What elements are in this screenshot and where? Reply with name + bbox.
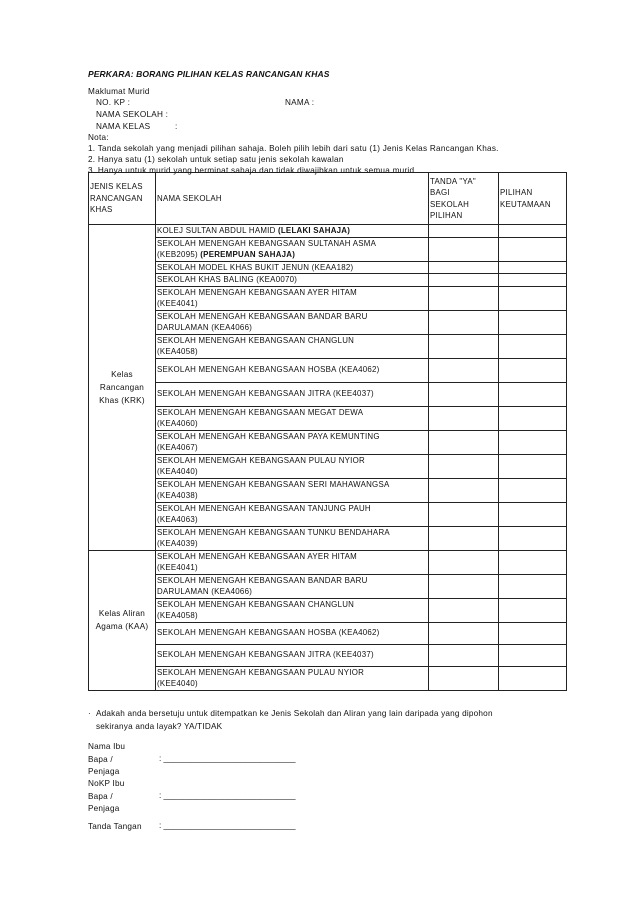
tanda-ya-cell[interactable] — [429, 261, 499, 274]
category-label-line: Agama (KAA) — [95, 622, 149, 631]
school-name-line — [157, 274, 427, 286]
school-name-line — [157, 649, 427, 661]
school-code-text: (KEA4040) — [157, 467, 198, 476]
school-name-cell — [156, 550, 429, 574]
school-name-line — [157, 335, 427, 347]
tanda-ya-cell[interactable] — [429, 502, 499, 526]
pilihan-keutamaan-cell[interactable] — [499, 310, 567, 334]
table-row — [89, 237, 567, 261]
tanda-ya-cell[interactable] — [429, 358, 499, 382]
category-cell — [89, 550, 156, 690]
school-name-line — [157, 322, 427, 334]
pilihan-keutamaan-cell[interactable] — [499, 598, 567, 622]
tanda-ya-cell[interactable] — [429, 598, 499, 622]
school-name-line — [157, 311, 427, 323]
school-name-line — [157, 527, 427, 539]
school-code-text: (KEA4060) — [157, 419, 198, 428]
school-name-text: SEKOLAH MENENGAH KEBANGSAAN BANDAR BARU — [157, 575, 368, 585]
pilihan-keutamaan-cell[interactable] — [499, 666, 567, 690]
school-name-line — [157, 586, 427, 598]
pilihan-keutamaan-cell[interactable] — [499, 382, 567, 406]
school-code-text: (KEA4058) — [157, 347, 198, 356]
pilihan-keutamaan-cell[interactable] — [499, 622, 567, 644]
school-name-text: SEKOLAH MENENGAH KEBANGSAAN PAYA KEMUNTING — [157, 431, 380, 441]
header-pilihan-line: PILIHAN — [500, 188, 533, 197]
school-name-line — [157, 599, 427, 611]
school-choice-table — [88, 172, 567, 691]
table-row — [89, 598, 567, 622]
school-name-line — [157, 238, 427, 250]
kp-label: NO. KP : — [96, 98, 131, 107]
school-code-text: DARULAMAN (KEA4066) — [157, 587, 253, 596]
school-name-line — [157, 610, 427, 622]
school-code-text: (KEA4038) — [157, 491, 198, 500]
school-code-text: (KEE4040) — [157, 679, 198, 688]
school-name-cell — [156, 666, 429, 690]
kelas-colon: : — [175, 122, 178, 131]
tanda-tangan-field[interactable]: : _____________________________ — [159, 821, 296, 830]
table-row — [89, 310, 567, 334]
category-cell — [89, 225, 156, 551]
table-row — [89, 225, 567, 238]
school-note-bold: (LELAKI SAHAJA) — [277, 226, 351, 235]
pilihan-keutamaan-cell[interactable] — [499, 225, 567, 238]
table-row — [89, 274, 567, 287]
school-name-text: SEKOLAH MENENGAH KEBANGSAAN SERI MAHAWANGSA — [157, 479, 390, 489]
school-code-text: DARULAMAN (KEA4066) — [157, 323, 253, 332]
header-jenis-line: KHAS — [90, 205, 113, 215]
tanda-tangan-label: Tanda Tangan — [88, 822, 142, 831]
school-name-cell — [156, 358, 429, 382]
school-name-cell — [156, 286, 429, 310]
table-row — [89, 644, 567, 666]
school-name-line — [157, 225, 427, 237]
note-item: 1. Tanda sekolah yang menjadi pilihan sahaja. Boleh pilih lebih dari satu (1) Jenis Kelas Rancangan Khas. — [88, 144, 499, 153]
note-item: 2. Hanya satu (1) sekolah untuk setiap satu jenis sekolah kawalan — [88, 155, 344, 164]
tanda-ya-cell[interactable] — [429, 550, 499, 574]
category-label-line: Kelas Aliran — [98, 609, 146, 618]
tanda-ya-cell[interactable] — [429, 334, 499, 358]
school-name-cell — [156, 502, 429, 526]
form-title: PERKARA: BORANG PILIHAN KELAS RANCANGAN KHAS — [88, 69, 330, 79]
notes-heading: Nota: — [88, 133, 109, 142]
pilihan-keutamaan-cell[interactable] — [499, 358, 567, 382]
school-name-line — [157, 562, 427, 574]
header-nama-sekolah: NAMA SEKOLAH — [156, 173, 429, 225]
school-code-text: (KEA4058) — [157, 611, 198, 620]
school-code-text: (KEA4067) — [157, 443, 198, 452]
pilihan-keutamaan-cell[interactable] — [499, 574, 567, 598]
nama-label: NAMA : — [285, 98, 315, 107]
school-name-text: SEKOLAH MENENGAH KEBANGSAAN SULTANAH ASMA — [157, 238, 377, 248]
header-pilihan — [499, 173, 567, 225]
school-name-line — [157, 431, 427, 443]
school-name-text: SEKOLAH MENENGAH KEBANGSAAN AYER HITAM — [157, 287, 357, 297]
school-name-cell — [156, 382, 429, 406]
tanda-ya-cell[interactable] — [429, 406, 499, 430]
school-name-line — [157, 490, 427, 502]
category-label-line: Rancangan — [99, 382, 145, 392]
school-name-cell — [156, 334, 429, 358]
tanda-ya-cell[interactable] — [429, 574, 499, 598]
school-name-line — [157, 514, 427, 526]
pilihan-keutamaan-cell[interactable] — [499, 274, 567, 287]
school-name-cell — [156, 622, 429, 644]
tanda-ya-cell[interactable] — [429, 382, 499, 406]
school-name-line — [157, 575, 427, 587]
school-name-cell — [156, 406, 429, 430]
school-name-text: SEKOLAH MENENGAH KEBANGSAAN PULAU NYIOR — [157, 667, 365, 677]
kelas-label: NAMA KELAS — [96, 122, 151, 131]
school-code-text: (KEB2095) — [157, 250, 201, 259]
school-name-line — [157, 418, 427, 430]
pilihan-keutamaan-cell[interactable] — [499, 550, 567, 574]
tanda-ya-cell[interactable] — [429, 310, 499, 334]
school-name-line — [157, 678, 427, 690]
school-name-line — [157, 667, 427, 679]
table-row — [89, 382, 567, 406]
question-line: sekiranya anda layak? YA/TIDAK — [96, 722, 223, 731]
school-name-cell — [156, 574, 429, 598]
table-row — [89, 286, 567, 310]
tanda-ya-cell[interactable] — [429, 286, 499, 310]
header-tanda-line: SEKOLAH — [430, 199, 470, 209]
school-name-line — [157, 551, 427, 563]
school-name-cell — [156, 310, 429, 334]
tanda-ya-cell[interactable] — [429, 237, 499, 261]
table-row — [89, 454, 567, 478]
table-row — [89, 666, 567, 690]
school-name-cell — [156, 478, 429, 502]
bullet-mark: · — [88, 709, 91, 718]
sig-label-line: Penjaga — [88, 767, 120, 776]
school-name-text: SEKOLAH MENENGAH KEBANGSAAN TUNKU BENDAHARA — [157, 527, 390, 537]
school-name-cell — [156, 274, 429, 287]
sig-label-line: Nama Ibu — [88, 742, 126, 751]
sekolah-label: NAMA SEKOLAH : — [96, 110, 169, 119]
header-tanda — [429, 173, 499, 225]
header-tanda-line: PILIHAN — [430, 211, 463, 220]
nokp-ibu-bapa-field[interactable]: : _____________________________ — [159, 791, 296, 800]
tanda-ya-cell[interactable] — [429, 430, 499, 454]
tanda-ya-cell[interactable] — [429, 666, 499, 690]
school-note-bold: (PEREMPUAN SAHAJA) — [200, 250, 296, 259]
table-row — [89, 261, 567, 274]
table-row — [89, 526, 567, 550]
note-item: 3. Hanya untuk murid yang berminat sahaja dan tidak diwajibkan untuk semua murid — [88, 166, 415, 175]
school-name-line — [157, 442, 427, 454]
table-row — [89, 430, 567, 454]
table-row — [89, 358, 567, 382]
school-name-text: SEKOLAH MENENGAH KEBANGSAAN JITRA (KEE4037) — [157, 389, 374, 399]
pilihan-keutamaan-cell[interactable] — [499, 334, 567, 358]
tanda-ya-cell[interactable] — [429, 644, 499, 666]
school-name-text: SEKOLAH MENENGAH KEBANGSAAN AYER HITAM — [157, 551, 357, 561]
school-name-text: SEKOLAH MODEL KHAS BUKIT JENUN (KEAA182) — [157, 262, 354, 272]
school-name-cell — [156, 237, 429, 261]
school-name-line — [157, 346, 427, 358]
school-name-text: SEKOLAH KHAS BALING (KEA0070) — [157, 275, 298, 284]
pilihan-keutamaan-cell[interactable] — [499, 430, 567, 454]
school-name-text: SEKOLAH MENENGAH KEBANGSAAN JITRA (KEE4037) — [157, 650, 374, 660]
school-name-cell — [156, 598, 429, 622]
table-row — [89, 334, 567, 358]
pilihan-keutamaan-cell[interactable] — [499, 237, 567, 261]
header-jenis — [89, 173, 156, 225]
school-name-cell — [156, 430, 429, 454]
school-code-text: (KEA4039) — [157, 539, 198, 548]
school-code-text: (KEE4041) — [157, 563, 198, 572]
table-row — [89, 502, 567, 526]
table-row — [89, 550, 567, 574]
school-name-text: SEKOLAH MENEMGAH KEBANGSAAN PULAU NYIOR — [157, 455, 365, 465]
nama-ibu-bapa-label — [88, 741, 125, 779]
pilihan-keutamaan-cell[interactable] — [499, 502, 567, 526]
pilihan-keutamaan-cell[interactable] — [499, 454, 567, 478]
question-block — [88, 707, 568, 733]
header-tanda-line: BAGI — [430, 188, 450, 197]
pilihan-keutamaan-cell[interactable] — [499, 406, 567, 430]
school-name-text: SEKOLAH MENENGAH KEBANGSAAN TANJUNG PAUH — [157, 503, 371, 513]
sig-label-line: Bapa / — [88, 754, 113, 764]
nama-ibu-bapa-field[interactable]: : _____________________________ — [159, 754, 296, 763]
header-tanda-line: TANDA "YA" — [430, 176, 476, 186]
table-row — [89, 622, 567, 644]
school-name-line — [157, 287, 427, 299]
sig-label-line: Bapa / — [88, 791, 113, 801]
school-name-cell — [156, 261, 429, 274]
pilihan-keutamaan-cell[interactable] — [499, 261, 567, 274]
school-name-line — [157, 262, 427, 274]
school-name-line — [157, 388, 427, 400]
school-name-text: SEKOLAH MENENGAH KEBANGSAAN MEGAT DEWA — [157, 407, 364, 417]
student-info-heading: Maklumat Murid — [88, 87, 150, 96]
school-name-cell — [156, 454, 429, 478]
header-jenis-line: JENIS KELAS — [90, 182, 143, 192]
school-name-line — [157, 538, 427, 550]
pilihan-keutamaan-cell[interactable] — [499, 286, 567, 310]
tanda-ya-cell[interactable] — [429, 526, 499, 550]
school-code-text: (KEE4041) — [157, 299, 198, 308]
school-name-cell — [156, 526, 429, 550]
school-name-cell — [156, 644, 429, 666]
question-line: Adakah anda bersetuju untuk ditempatkan ke Jenis Sekolah dan Aliran yang lain daripada yang dipohon — [96, 709, 493, 718]
school-name-text: KOLEJ SULTAN ABDUL HAMID — [157, 226, 278, 235]
table-row — [89, 478, 567, 502]
header-jenis-line: RANCANGAN — [90, 193, 143, 203]
table-row — [89, 406, 567, 430]
school-name-text: SEKOLAH MENENGAH KEBANGSAAN HOSBA (KEA4062) — [157, 365, 380, 375]
school-code-text: (KEA4063) — [157, 515, 198, 524]
tanda-ya-cell[interactable] — [429, 225, 499, 238]
school-name-text: SEKOLAH MENENGAH KEBANGSAAN HOSBA (KEA4062) — [157, 628, 380, 638]
school-name-text: SEKOLAH MENENGAH KEBANGSAAN BANDAR BARU — [157, 311, 368, 321]
category-label-line: Khas (KRK) — [99, 395, 145, 405]
school-name-line — [157, 466, 427, 478]
pilihan-keutamaan-cell[interactable] — [499, 478, 567, 502]
school-name-text: SEKOLAH MENENGAH KEBANGSAAN CHANGLUN — [157, 335, 355, 345]
pilihan-keutamaan-cell[interactable] — [499, 526, 567, 550]
category-label-line: Kelas — [111, 369, 133, 379]
tanda-ya-cell[interactable] — [429, 622, 499, 644]
school-name-line — [157, 298, 427, 310]
tanda-ya-cell[interactable] — [429, 478, 499, 502]
nokp-ibu-bapa-label — [88, 778, 125, 816]
school-name-line — [157, 479, 427, 491]
school-name-line — [157, 249, 427, 261]
header-pilihan-line: KEUTAMAAN — [500, 199, 551, 209]
sig-label-line: Penjaga — [88, 804, 120, 813]
school-name-line — [157, 503, 427, 515]
school-name-line — [157, 455, 427, 467]
tanda-ya-cell[interactable] — [429, 454, 499, 478]
school-name-text: SEKOLAH MENENGAH KEBANGSAAN CHANGLUN — [157, 599, 355, 609]
sig-label-line: NoKP Ibu — [88, 779, 125, 788]
school-name-line — [157, 364, 427, 376]
school-name-line — [157, 407, 427, 419]
table-row — [89, 574, 567, 598]
school-name-cell — [156, 225, 429, 238]
school-name-line — [157, 627, 427, 639]
tanda-ya-cell[interactable] — [429, 274, 499, 287]
pilihan-keutamaan-cell[interactable] — [499, 644, 567, 666]
